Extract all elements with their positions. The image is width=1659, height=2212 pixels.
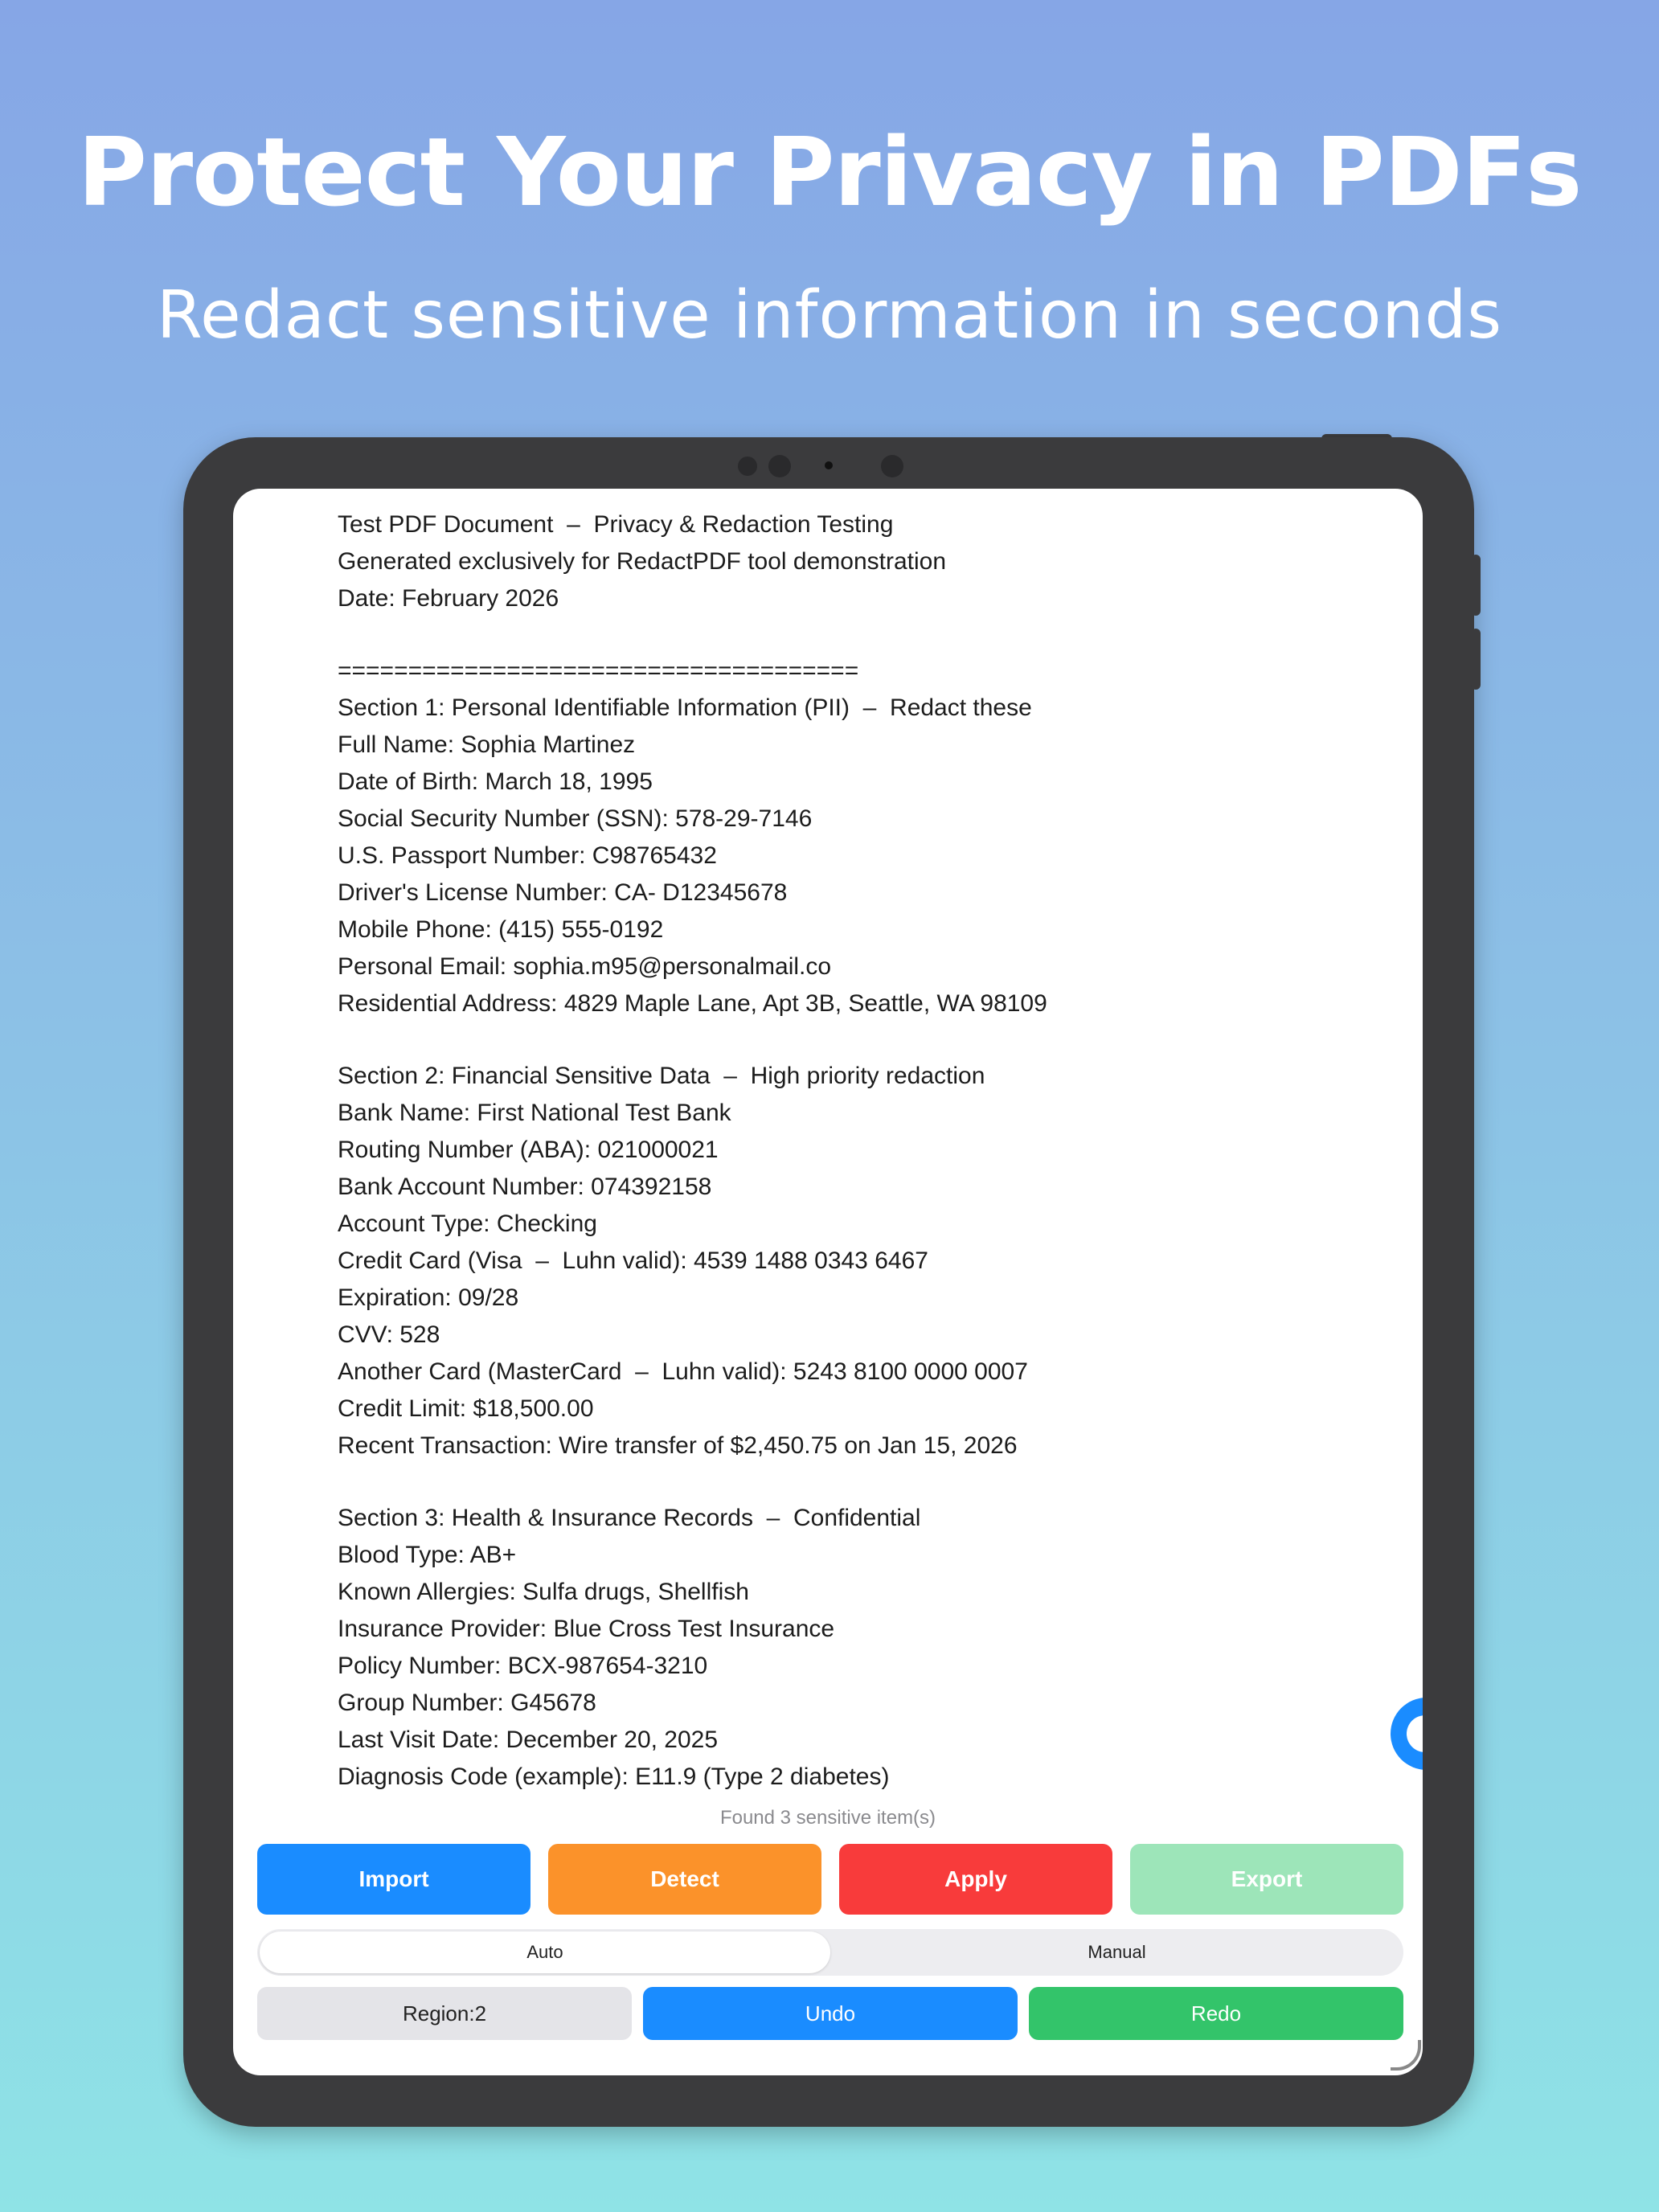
import-button[interactable]: Import [257,1844,530,1915]
mode-manual-segment[interactable]: Manual [1088,1942,1146,1962]
region-count-button[interactable]: Region:2 [257,1987,632,2040]
pdf-document-view[interactable] [338,506,1382,1796]
floating-action-button[interactable] [1391,1698,1423,1770]
promo-subheadline: Redact sensitive information in seconds [156,277,1503,354]
tablet-volume-down-button [1471,629,1481,690]
document-line: Personal Email: sophia.m95@personalmail.co [338,953,832,980]
document-line: Expiration: 09/28 [338,1284,519,1311]
app-screen [233,489,1423,2075]
undo-button[interactable]: Undo [643,1987,1018,2040]
document-line: Residential Address: 4829 Maple Lane, Apt 3B, Seattle, WA 98109 [338,990,1047,1017]
document-line: Last Visit Date: December 20, 2025 [338,1727,719,1753]
export-button[interactable]: Export [1130,1844,1403,1915]
mode-segmented-control [257,1929,1403,1976]
sensor-dot-icon [825,461,833,469]
document-blank-line [338,1022,1382,1058]
redo-button[interactable]: Redo [1029,1987,1403,2040]
front-camera-icon [738,457,757,476]
document-line: Section 1: Personal Identifiable Information (PII) – Redact these [338,694,1032,721]
document-line: CVV: 528 [338,1321,440,1348]
document-line: Test PDF Document – Privacy & Redaction Testing [338,511,894,538]
document-line: Bank Name: First National Test Bank [338,1100,731,1126]
mode-auto-segment[interactable]: Auto [260,1931,830,1973]
document-blank-line [338,1464,1382,1500]
document-line: Known Allergies: Sulfa drugs, Shellfish [338,1579,749,1605]
document-line: Date of Birth: March 18, 1995 [338,768,653,795]
tablet-volume-up-button [1471,555,1481,616]
document-line: Another Card (MasterCard – Luhn valid): 5243 8100 0000 0007 [338,1358,1028,1385]
document-line: Full Name: Sophia Martinez [338,731,636,758]
document-line: Driver's License Number: CA- D12345678 [338,879,788,906]
detect-button[interactable]: Detect [548,1844,821,1915]
document-line: Group Number: G45678 [338,1690,596,1716]
promo-headline: Protect Your Privacy in PDFs [77,117,1582,227]
sensor-icon [768,455,791,477]
document-line: U.S. Passport Number: C98765432 [338,842,717,869]
document-line: Section 3: Health & Insurance Records – Confidential [338,1505,921,1531]
document-line: Insurance Provider: Blue Cross Test Insurance [338,1616,835,1642]
document-line: Bank Account Number: 074392158 [338,1174,712,1200]
document-line: Generated exclusively for RedactPDF tool demonstration [338,548,947,575]
document-line: Social Security Number (SSN): 578-29-7146 [338,805,813,832]
fab-ring-icon [1407,1715,1423,1752]
document-line: Blood Type: AB+ [338,1542,517,1568]
document-line: Diagnosis Code (example): E11.9 (Type 2 diabetes) [338,1763,890,1790]
document-line: Credit Limit: $18,500.00 [338,1395,594,1422]
document-line: ===================================== [338,657,859,684]
document-line: Credit Card (Visa – Luhn valid): 4539 1488 0343 6467 [338,1247,928,1274]
document-line: Recent Transaction: Wire transfer of $2,450.75 on Jan 15, 2026 [338,1432,1018,1459]
sensor-icon [881,455,903,477]
document-line: Account Type: Checking [338,1210,597,1237]
detection-status-text: Found 3 sensitive item(s) [719,1807,936,1829]
document-line: Mobile Phone: (415) 555-0192 [338,916,664,943]
document-line: Date: February 2026 [338,585,559,612]
apply-button[interactable]: Apply [839,1844,1112,1915]
document-blank-line [338,617,1382,653]
document-line: Policy Number: BCX-987654-3210 [338,1653,708,1679]
document-line: Section 2: Financial Sensitive Data – High priority redaction [338,1063,985,1089]
document-line: Routing Number (ABA): 021000021 [338,1137,719,1163]
